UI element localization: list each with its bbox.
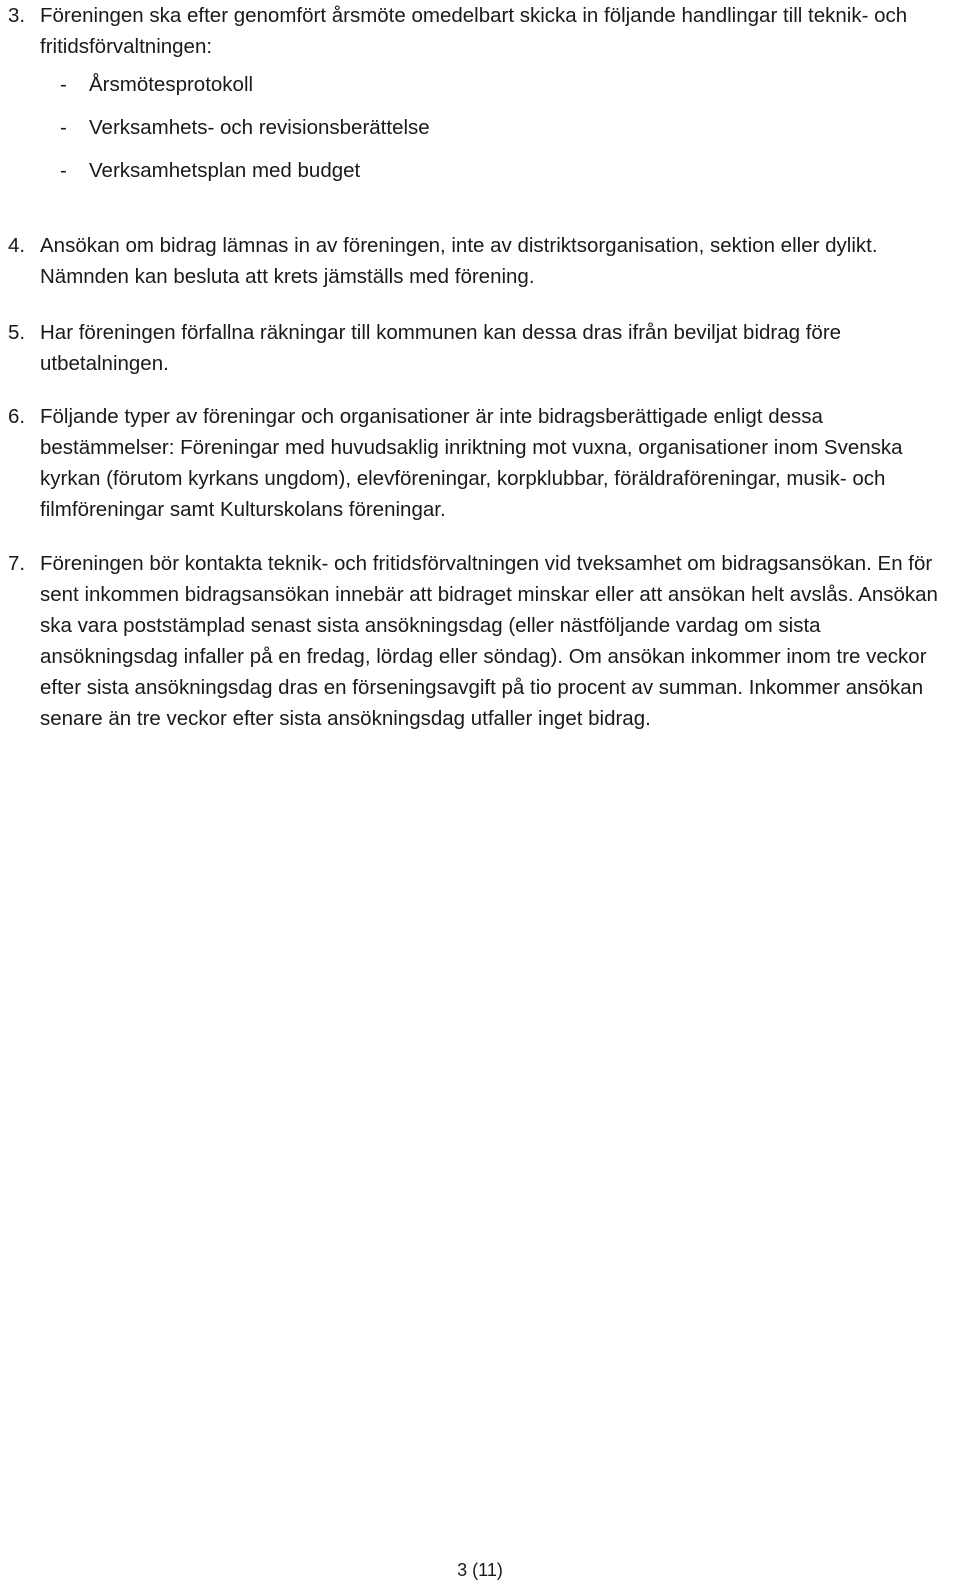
list-item-6 <box>8 401 953 525</box>
item-text: Har föreningen förfallna räkningar till kommunen kan dessa dras ifrån beviljat bidrag före utbetalningen. <box>40 321 842 375</box>
attachment-label: Verksamhetsplan med budget <box>89 159 361 182</box>
item-number: 3. <box>8 4 26 27</box>
attachment-label: Verksamhets- och revisionsberättelse <box>89 116 430 139</box>
item-text: Följande typer av föreningar och organisationer är inte bidragsberättigade enligt dessa bestämmelser: Föreningar med huvudsaklig inriktning mot vuxna, organisationer inom Svenska kyrkan (förutom kyrkans ungdom), elevföreningar, korpklubbar, föräldraföreningar, musik- och filmföreningar samt Kulturskolans föreningar. <box>40 405 903 521</box>
item-number: 5. <box>8 321 26 344</box>
page-number: 3 (11) <box>457 1560 503 1580</box>
attachment-label: Årsmötesprotokoll <box>89 73 254 96</box>
dash-bullet: - <box>60 116 67 139</box>
attachment-item <box>60 63 920 106</box>
item-number: 6. <box>8 405 26 428</box>
attachment-item <box>60 106 920 149</box>
attachment-item <box>60 149 920 192</box>
list-item-5 <box>8 317 953 379</box>
list-item-3 <box>8 0 953 62</box>
item-number: 4. <box>8 234 26 257</box>
item-number: 7. <box>8 552 26 575</box>
item-text: Föreningen bör kontakta teknik- och fritidsförvaltningen vid tveksamhet om bidragsansökan. En för sent inkommen bidragsansökan innebär att bidraget minskar eller att ansökan helt avslås. Ansökan ska vara poststämplad senast sista ansökningsdag (eller nästföljande vardag om sista ansökningsdag infaller på en fredag, lördag eller söndag). Om ansökan inkommer inom tre veckor efter sista ansökningsdag dras en förseningsavgift på tio procent av summan. Inkommer ansökan senare än tre veckor efter sista ansökningsdag utfaller inget bidrag. <box>40 552 938 730</box>
dash-bullet: - <box>60 73 67 96</box>
list-item-4 <box>8 230 953 292</box>
dash-bullet: - <box>60 159 67 182</box>
item-text: Föreningen ska efter genomfört årsmöte omedelbart skicka in följande handlingar till teknik- och fritidsförvaltningen: <box>40 4 908 58</box>
list-item-7 <box>8 548 953 734</box>
attachment-list <box>60 63 920 192</box>
item-text: Ansökan om bidrag lämnas in av föreningen, inte av distriktsorganisation, sektion eller dylikt. Nämnden kan besluta att krets jämställs med förening. <box>40 234 878 288</box>
